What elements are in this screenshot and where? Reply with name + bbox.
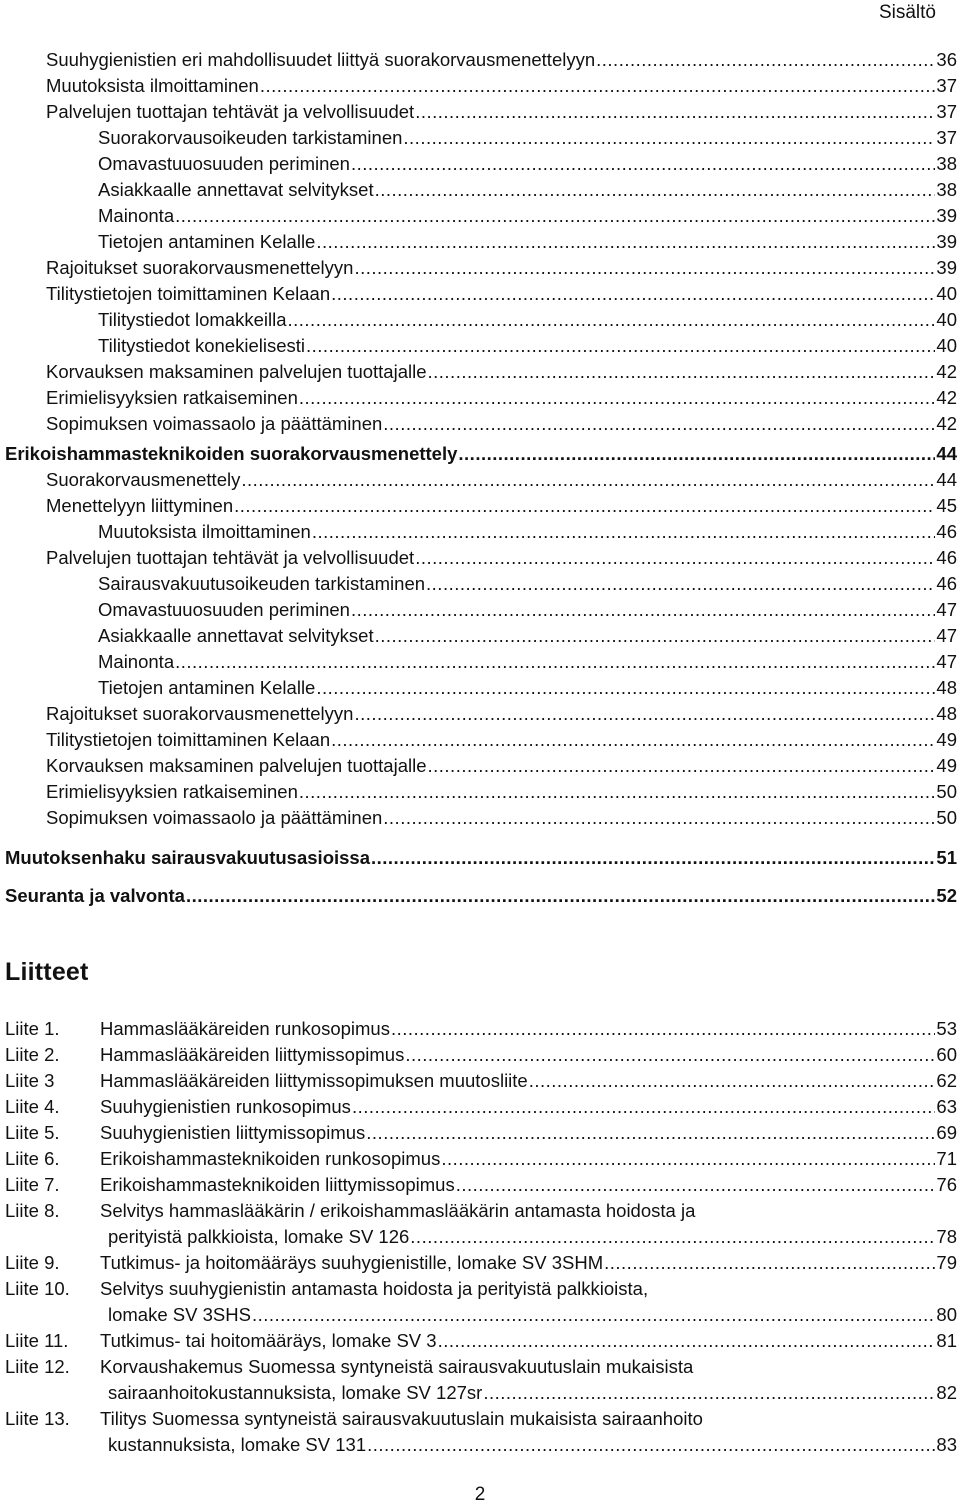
dot-leader	[252, 1302, 935, 1328]
toc-entry-label: Sairausvakuutusoikeuden tarkistaminen	[98, 573, 426, 594]
appendix-entry[interactable]	[5, 1198, 957, 1250]
dot-leader	[375, 179, 936, 201]
appendix-title-line: lomake SV 3SHS	[108, 1304, 251, 1325]
appendix-number: Liite 10.	[5, 1278, 70, 1299]
appendix-entry[interactable]	[5, 1276, 957, 1328]
toc-entry[interactable]	[46, 413, 957, 435]
appendix-entry[interactable]	[5, 1068, 957, 1094]
appendix-title-line: Tutkimus- tai hoitomääräys, lomake SV 3	[100, 1330, 437, 1351]
appendix-number: Liite 2.	[5, 1044, 60, 1065]
toc-entry-label: Asiakkaalle annettavat selvitykset	[98, 625, 374, 646]
toc-entry-page: 51	[936, 847, 957, 868]
toc-entry-label: Asiakkaalle annettavat selvitykset	[98, 179, 374, 200]
appendix-entry[interactable]	[5, 1250, 957, 1276]
appendix-page: 83	[936, 1434, 957, 1455]
toc-entry-page: 38	[936, 153, 957, 174]
toc-entry-label: Tilitystiedot lomakkeilla	[98, 309, 287, 330]
toc-entry-label: Erimielisyyksien ratkaiseminen	[46, 781, 298, 802]
toc-entry[interactable]	[46, 807, 957, 829]
dot-leader	[175, 651, 935, 673]
page-number: 2	[474, 1484, 486, 1505]
dot-leader	[331, 729, 935, 751]
toc-entry-label: Seuranta ja valvonta	[5, 885, 185, 906]
toc-entry-page: 39	[936, 205, 957, 226]
page-header-title: Sisältö	[878, 2, 936, 23]
toc-entry-label: Rajoitukset suorakorvausmenettelyyn	[46, 257, 354, 278]
dot-leader	[604, 1250, 935, 1276]
appendix-title-line: Selvitys hammaslääkärin / erikoishammaslääkärin antamasta hoidosta ja	[100, 1200, 696, 1221]
toc-entry-label: Korvauksen maksaminen palvelujen tuottajalle	[46, 755, 427, 776]
toc-entry-label: Mainonta	[98, 651, 175, 672]
dot-leader	[458, 443, 935, 465]
dot-leader	[366, 1120, 935, 1146]
toc-entry-page: 38	[936, 179, 957, 200]
dot-leader	[331, 283, 935, 305]
toc-entry[interactable]	[46, 781, 957, 803]
toc-entry[interactable]	[98, 127, 957, 149]
appendix-title-line: Korvaushakemus Suomessa syntyneistä sairausvakuutuslain mukaisista	[100, 1356, 694, 1377]
toc-entry-label: Suorakorvausoikeuden tarkistaminen	[98, 127, 403, 148]
dot-leader	[316, 677, 935, 699]
appendix-title-line: Selvitys suuhygienistin antamasta hoidosta ja perityistä palkkioista,	[100, 1278, 649, 1299]
toc-entry-label: Muutoksista ilmoittaminen	[98, 521, 311, 542]
toc-entry-label: Sopimuksen voimassaolo ja päättäminen	[46, 807, 383, 828]
appendix-title-line: perityistä palkkioista, lomake SV 126	[108, 1226, 410, 1247]
toc-entry[interactable]	[46, 49, 957, 71]
appendix-page: 60	[936, 1044, 957, 1065]
dot-leader	[529, 1068, 936, 1094]
toc-entry-label: Palvelujen tuottajan tehtävät ja velvollisuudet	[46, 547, 415, 568]
appendix-title-line: Suuhygienistien liittymissopimus	[100, 1122, 366, 1143]
appendix-number: Liite 4.	[5, 1096, 60, 1117]
dot-leader	[306, 335, 935, 357]
toc-entry-page: 48	[936, 703, 957, 724]
toc-entry-label: Sopimuksen voimassaolo ja päättäminen	[46, 413, 383, 434]
dot-leader	[288, 309, 936, 331]
toc-entry-page: 37	[936, 101, 957, 122]
toc-entry-page: 37	[936, 127, 957, 148]
dot-leader	[456, 1172, 936, 1198]
dot-leader	[375, 625, 936, 647]
appendix-page: 63	[936, 1096, 957, 1117]
dot-leader	[596, 49, 935, 71]
toc-entry[interactable]	[5, 443, 957, 465]
appendix-page: 69	[936, 1122, 957, 1143]
toc-entry[interactable]	[98, 205, 957, 227]
toc-entry-label: Tilitystietojen toimittaminen Kelaan	[46, 283, 331, 304]
toc-entry-page: 39	[936, 257, 957, 278]
toc-entry-label: Omavastuuosuuden periminen	[98, 153, 350, 174]
dot-leader	[316, 231, 935, 253]
toc-entry-label: Muutoksista ilmoittaminen	[46, 75, 259, 96]
toc-entry-page: 46	[936, 573, 957, 594]
toc-entry-page: 44	[936, 443, 957, 464]
toc-entry-label: Menettelyyn liittyminen	[46, 495, 234, 516]
toc-entry-label: Tietojen antaminen Kelalle	[98, 231, 316, 252]
dot-leader	[483, 1380, 935, 1406]
dot-leader	[391, 1016, 935, 1042]
toc-entry-label: Tilitystietojen toimittaminen Kelaan	[46, 729, 331, 750]
toc-entry[interactable]	[5, 885, 957, 907]
appendix-entry[interactable]	[5, 1146, 957, 1172]
toc-entry-label: Erimielisyyksien ratkaiseminen	[46, 387, 298, 408]
appendix-page: 62	[936, 1070, 957, 1091]
appendix-page: 78	[936, 1226, 957, 1247]
toc-entry[interactable]	[98, 651, 957, 673]
appendices-heading: Liitteet	[5, 958, 89, 986]
dot-leader	[241, 469, 935, 491]
toc-entry-label: Erikoishammasteknikoiden suorakorvausmenettely	[5, 443, 458, 464]
dot-leader	[383, 807, 935, 829]
appendix-entry[interactable]	[5, 1094, 957, 1120]
appendix-page: 76	[936, 1174, 957, 1195]
appendix-number: Liite 9.	[5, 1252, 60, 1273]
toc-entry[interactable]	[46, 283, 957, 305]
toc-entry[interactable]	[98, 677, 957, 699]
toc-entry[interactable]	[98, 335, 957, 357]
dot-leader	[383, 413, 935, 435]
appendix-entry[interactable]	[5, 1328, 957, 1354]
toc-entry[interactable]	[46, 101, 957, 123]
dot-leader	[351, 153, 935, 175]
appendix-number: Liite 11.	[5, 1330, 69, 1351]
appendix-page: 53	[936, 1018, 957, 1039]
toc-entry-page: 47	[936, 651, 957, 672]
dot-leader	[405, 1042, 935, 1068]
dot-leader	[299, 781, 936, 803]
appendix-title-line: Tutkimus- ja hoitomääräys suuhygienistille, lomake SV 3SHM	[100, 1252, 604, 1273]
appendix-title-line: Hammaslääkäreiden liittymissopimuksen muutosliite	[100, 1070, 528, 1091]
dot-leader	[260, 75, 936, 97]
appendix-number: Liite 13.	[5, 1408, 70, 1429]
toc-entry[interactable]	[98, 625, 957, 647]
toc-entry-page: 39	[936, 231, 957, 252]
toc-entry[interactable]	[46, 729, 957, 751]
toc-entry[interactable]	[98, 153, 957, 175]
toc-entry-page: 40	[936, 283, 957, 304]
appendix-title-line: Suuhygienistien runkosopimus	[100, 1096, 351, 1117]
dot-leader	[352, 1094, 935, 1120]
appendix-title-line: Erikoishammasteknikoiden liittymissopimus	[100, 1174, 455, 1195]
toc-entry-page: 36	[936, 49, 957, 70]
dot-leader	[415, 547, 935, 569]
toc-entry-label: Muutoksenhaku sairausvakuutusasioissa	[5, 847, 370, 868]
toc-entry[interactable]	[98, 573, 957, 595]
toc-entry-label: Rajoitukset suorakorvausmenettelyyn	[46, 703, 354, 724]
dot-leader	[426, 573, 935, 595]
toc-entry-page: 40	[936, 309, 957, 330]
dot-leader	[371, 847, 935, 869]
dot-leader	[441, 1146, 935, 1172]
appendix-page: 82	[936, 1382, 957, 1403]
appendix-page: 79	[936, 1252, 957, 1273]
dot-leader	[354, 703, 935, 725]
toc-entry[interactable]	[5, 847, 957, 869]
toc-entry-page: 42	[936, 361, 957, 382]
toc-entry-page: 50	[936, 807, 957, 828]
toc-entry-label: Omavastuuosuuden periminen	[98, 599, 350, 620]
toc-entry-page: 46	[936, 521, 957, 542]
toc-entry[interactable]	[46, 755, 957, 777]
toc-entry-page: 45	[936, 495, 957, 516]
appendix-number: Liite 3	[5, 1070, 55, 1091]
dot-leader	[299, 387, 936, 409]
toc-entry-label: Suuhygienistien eri mahdollisuudet liittyä suorakorvausmenettelyyn	[46, 49, 596, 70]
toc-entry[interactable]	[98, 309, 957, 331]
appendix-title-line: Hammaslääkäreiden liittymissopimus	[100, 1044, 405, 1065]
dot-leader	[312, 521, 936, 543]
dot-leader	[351, 599, 935, 621]
toc-entry-page: 40	[936, 335, 957, 356]
dot-leader	[415, 101, 935, 123]
toc-entry-page: 49	[936, 729, 957, 750]
toc-entry[interactable]	[46, 75, 957, 97]
toc-entry-page: 42	[936, 387, 957, 408]
toc-entry-label: Tietojen antaminen Kelalle	[98, 677, 316, 698]
appendix-page: 71	[936, 1148, 957, 1169]
toc-entry-page: 37	[936, 75, 957, 96]
toc-entry-label: Tilitystiedot konekielisesti	[98, 335, 306, 356]
toc-entry[interactable]	[46, 361, 957, 383]
toc-entry[interactable]	[98, 521, 957, 543]
appendix-number: Liite 6.	[5, 1148, 60, 1169]
appendix-entry[interactable]	[5, 1172, 957, 1198]
appendix-entry[interactable]	[5, 1354, 957, 1406]
dot-leader	[367, 1432, 935, 1458]
toc-entry-label: Mainonta	[98, 205, 175, 226]
toc-entry-page: 48	[936, 677, 957, 698]
appendix-page: 81	[936, 1330, 957, 1351]
dot-leader	[428, 361, 936, 383]
toc-entry-page: 46	[936, 547, 957, 568]
toc-entry[interactable]	[46, 387, 957, 409]
toc-entry-label: Suorakorvausmenettely	[46, 469, 241, 490]
toc-entry[interactable]	[46, 469, 957, 491]
appendix-number: Liite 5.	[5, 1122, 60, 1143]
dot-leader	[410, 1224, 935, 1250]
appendix-entry[interactable]	[5, 1042, 957, 1068]
appendix-number: Liite 7.	[5, 1174, 60, 1195]
toc-entry[interactable]	[46, 495, 957, 517]
dot-leader	[428, 755, 936, 777]
toc-entry-label: Korvauksen maksaminen palvelujen tuottajalle	[46, 361, 427, 382]
toc-entry[interactable]	[98, 179, 957, 201]
appendix-number: Liite 12.	[5, 1356, 70, 1377]
toc-entry-label: Palvelujen tuottajan tehtävät ja velvollisuudet	[46, 101, 415, 122]
appendix-entry[interactable]	[5, 1406, 957, 1458]
toc-entry-page: 52	[936, 885, 957, 906]
appendix-entry[interactable]	[5, 1120, 957, 1146]
dot-leader	[438, 1328, 936, 1354]
dot-leader	[186, 885, 935, 907]
toc-entry-page: 44	[936, 469, 957, 490]
appendix-title-line: sairaanhoitokustannuksista, lomake SV 127sr	[108, 1382, 483, 1403]
appendix-entry[interactable]	[5, 1016, 957, 1042]
toc-entry-page: 50	[936, 781, 957, 802]
toc-entry-page: 47	[936, 625, 957, 646]
toc-entry-page: 49	[936, 755, 957, 776]
dot-leader	[403, 127, 935, 149]
toc-entry[interactable]	[46, 257, 957, 279]
toc-entry-page: 42	[936, 413, 957, 434]
appendix-number: Liite 1.	[5, 1018, 60, 1039]
appendix-number: Liite 8.	[5, 1200, 60, 1221]
dot-leader	[175, 205, 935, 227]
appendix-title-line: Erikoishammasteknikoiden runkosopimus	[100, 1148, 441, 1169]
appendix-title-line: Tilitys Suomessa syntyneistä sairausvakuutuslain mukaisista sairaanhoito	[100, 1408, 703, 1429]
toc-entry[interactable]	[46, 547, 957, 569]
toc-entry[interactable]	[98, 231, 957, 253]
toc-entry[interactable]	[98, 599, 957, 621]
appendix-page: 80	[936, 1304, 957, 1325]
toc-entry-page: 47	[936, 599, 957, 620]
toc-entry[interactable]	[46, 703, 957, 725]
appendix-title-line: Hammaslääkäreiden runkosopimus	[100, 1018, 390, 1039]
appendix-title-line: kustannuksista, lomake SV 131	[108, 1434, 367, 1455]
dot-leader	[354, 257, 935, 279]
dot-leader	[234, 495, 935, 517]
